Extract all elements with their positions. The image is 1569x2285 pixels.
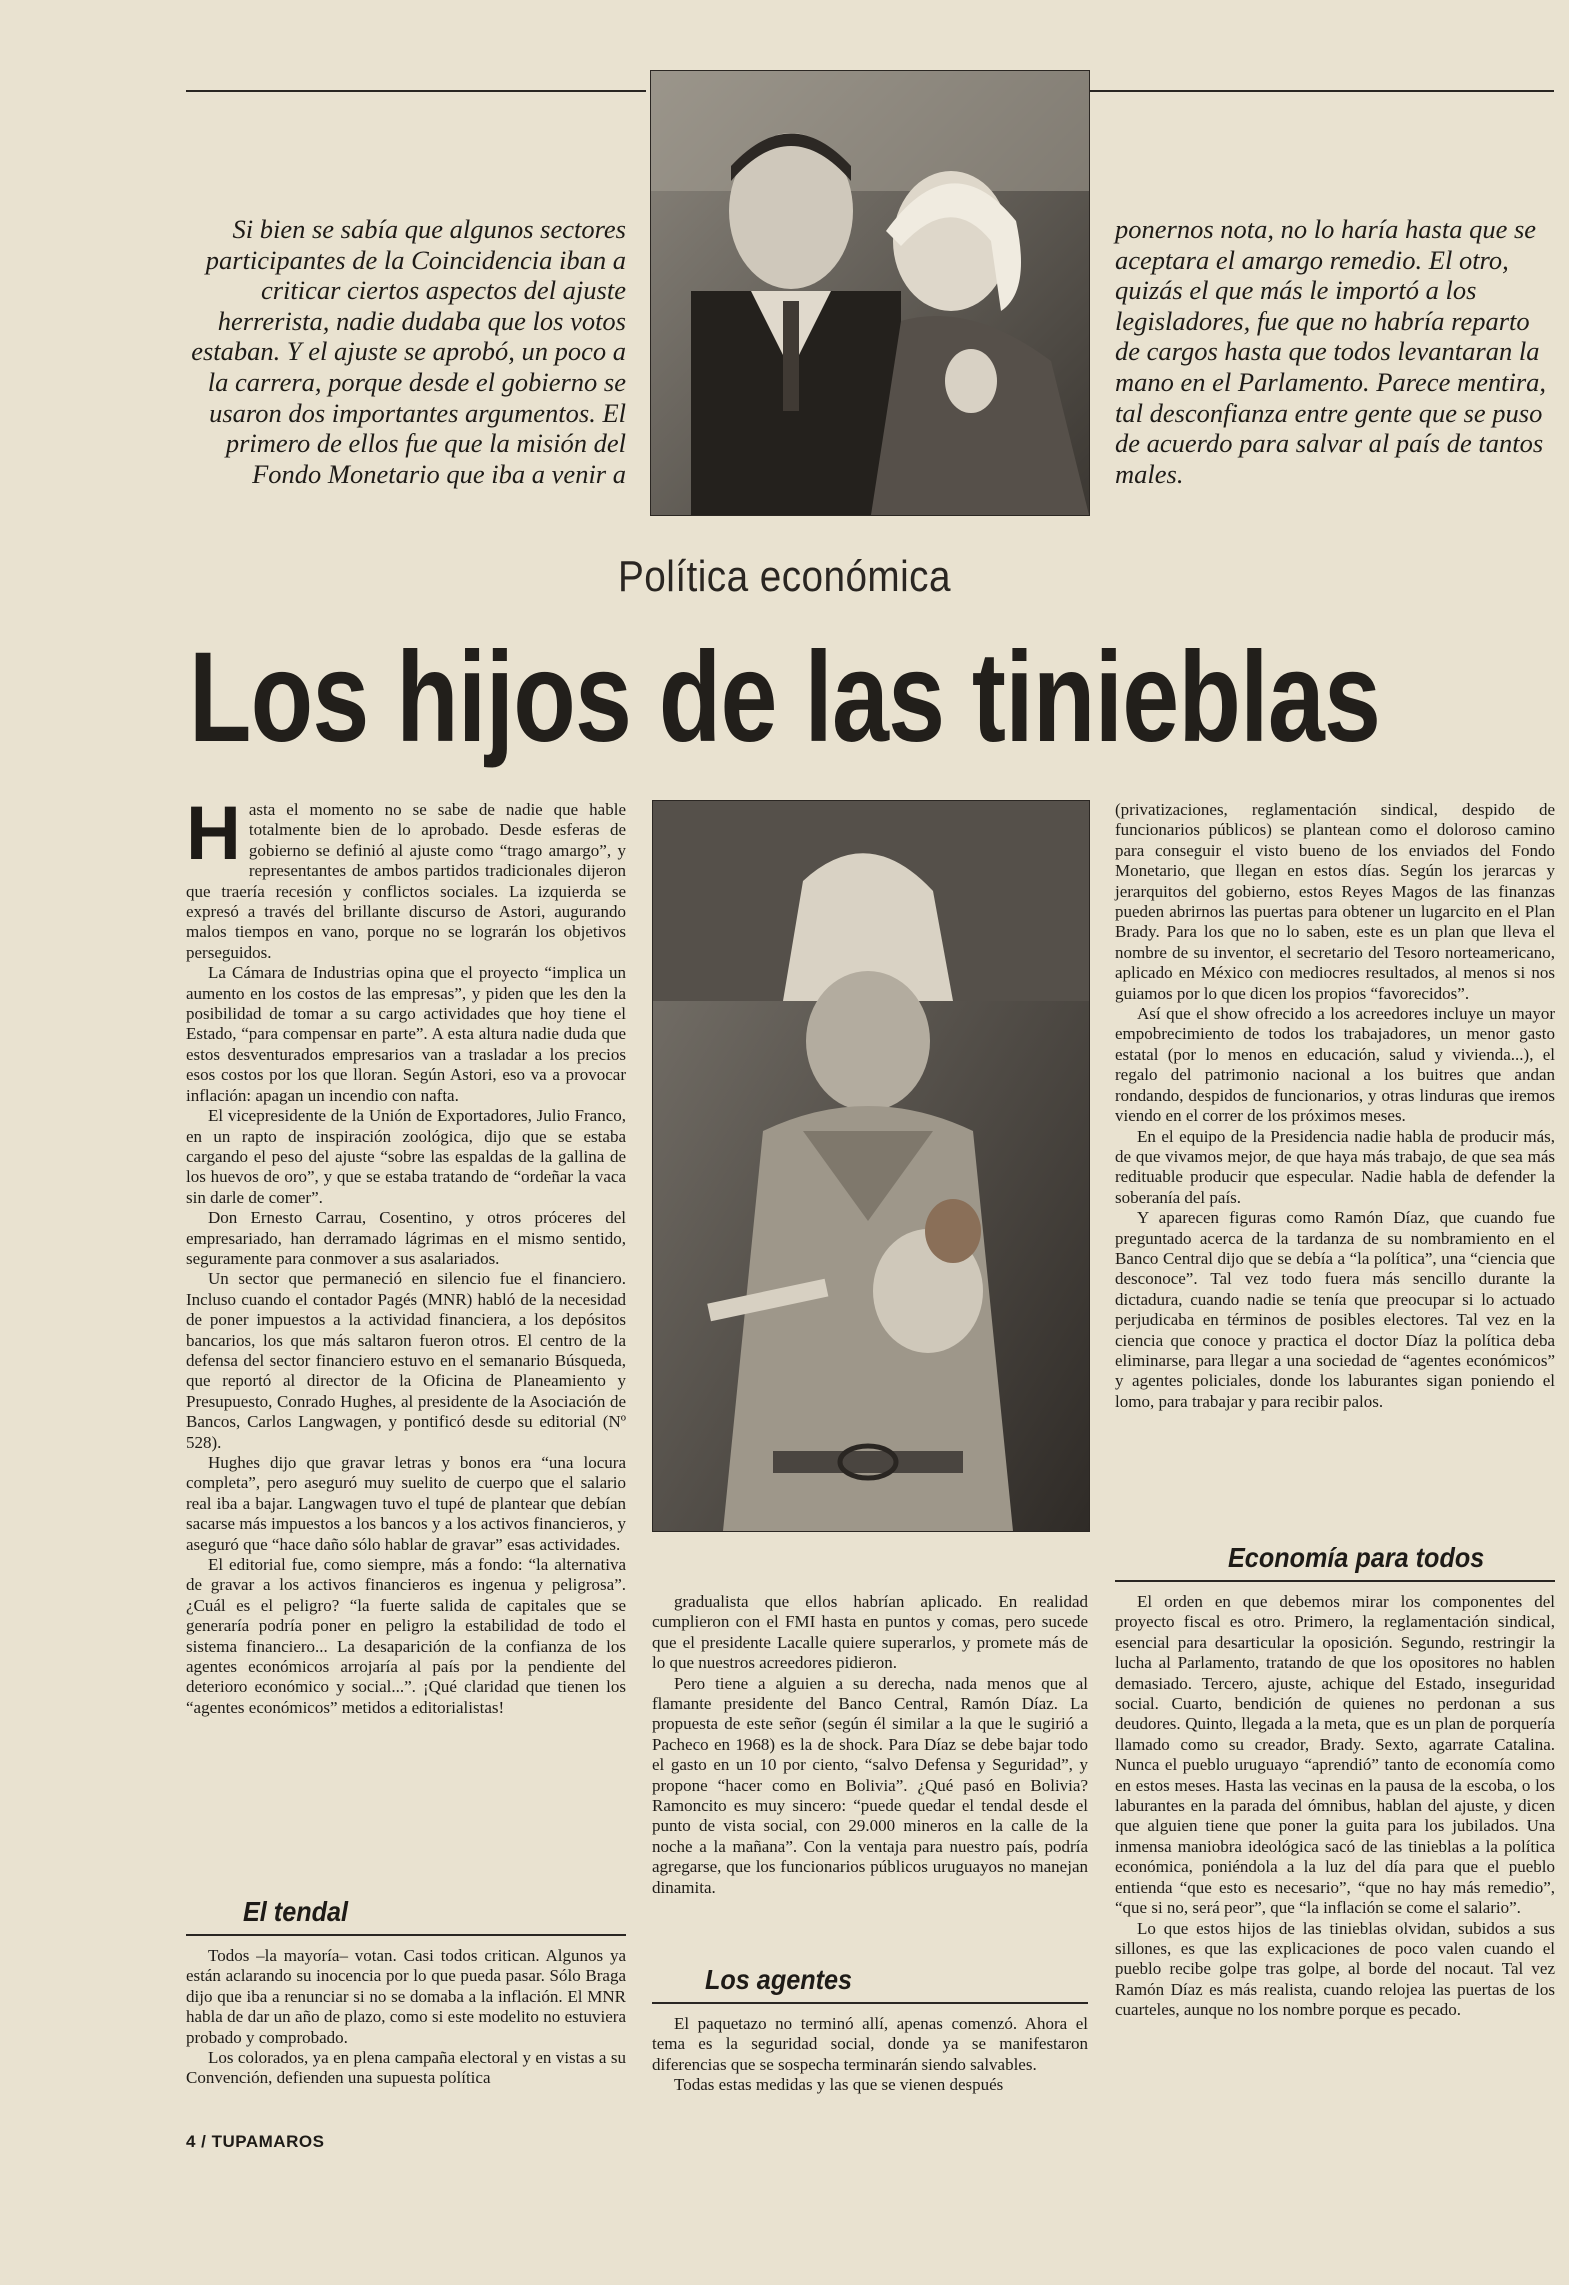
subhead-rule	[186, 1934, 626, 1936]
paragraph: El paquetazo no terminó allí, apenas comenzó. Ahora el tema es la seguridad social, donde ya se manifestaron diferencias que se sospecha terminarán siendo salvables.	[652, 2014, 1088, 2074]
article-column-1b	[186, 1946, 626, 2089]
paragraph: El editorial fue, como siempre, más a fondo: “la alternativa de gravar a los activos financieros es ingenua y peligrosa”. ¿Cuál es el peligro? “la fuerte salida de capitales que se generaría podría poner en peligro la estabilidad de todo el sistema financiero... La desaparición de la confianza de los agentes económicos arrojaría al país por la pendiente del deterioro económico y social...”. ¡Qué claridad que tienen los “agentes económicos” metidos a editorialistas!	[186, 1555, 626, 1717]
paragraph: Todas estas medidas y las que se vienen después	[674, 2075, 1004, 2095]
paragraph: gradualista que ellos habrían aplicado. En realidad cumplieron con el FMI hasta en puntos y comas, pero sucede que el presidente Lacalle quiere superarlos, y promete más de lo que nuestros acreedores pidieron.	[652, 1592, 1088, 1673]
top-deck-left	[186, 214, 626, 489]
politician-couple-photo	[650, 70, 1090, 516]
photo-placeholder-icon	[651, 71, 1089, 515]
paragraph: El vicepresidente de la Unión de Exportadores, Julio Franco, en un rapto de inspiración zoológica, dijo que se estaba cargando el peso del ajuste “sobre las espaldas de la gallina de los huevos de oro”, y que se estaba tratando de “ordeñar la vaca sin darle de comer”.	[186, 1106, 626, 1207]
paragraph: Los colorados, ya en plena campaña electoral y en vistas a su Convención, defienden una supuesta política	[186, 2048, 626, 2088]
article-column-3	[1115, 800, 1555, 1412]
subhead-rule	[1115, 1580, 1555, 1582]
article-column-2	[652, 1592, 1088, 1898]
article-column-3b	[1115, 1592, 1555, 2021]
paragraph: (privatizaciones, reglamentación sindical, despido de funcionarios públicos) se plantean como el doloroso camino para conseguir el visto bueno de los enviados del Fondo Monetario, que llegan en estos días. Según los jerarcas y jerarquitos del gobierno, estos Reyes Magos de las finanzas pueden abrirnos las puertas para obtener un lugarcito en el Plan Brady. Para los que no lo saben, este es un plan que lleva el nombre de su inventor, el secretario del Tesoro norteamericano, aplicado en México con mediocres resultados, al menos si nos guiamos por lo que dicen los propios “favorecidos”.	[1115, 800, 1555, 1003]
top-deck-left-text: Si bien se sabía que algunos sectores participantes de la Coincidencia iban a criticar ciertos aspectos del ajuste herrerista, nadie dudaba que los votos estaban. Y el ajuste se aprobó, un poco a la carrera, porque desde el gobierno se usaron dos importantes argumentos. El primero de ellos fue que la misión del Fondo Monetario que iba a venir a	[191, 214, 626, 489]
top-deck-right	[1115, 214, 1555, 489]
photo-placeholder-icon	[653, 801, 1089, 1531]
paragraph: Un sector que permaneció en silencio fue el financiero. Incluso cuando el contador Pagés (MNR) habló de la necesidad de poner impuestos a la actividad financiera, a los depósitos bancarios, los que más saltaron fueron otros. El centro de la defensa del sector financiero estuvo en el semanario Búsqueda, que reportó al director de la Oficina de Planeamiento y Presupuesto, Conrado Hughes, al presidente de la Asociación de Bancos, Carlos Langwagen, y pontificó desde su editorial (Nº 528).	[186, 1269, 626, 1452]
page-footer: 4 / TUPAMAROS	[186, 2132, 325, 2151]
paragraph: Lo que estos hijos de las tinieblas olvidan, subidos a sus sillones, es que las explicaciones de poco valen cuando el pueblo recibe golpe tras golpe, al borde del nocaut. Tal vez Ramón Díaz es más realista, cuando relojea las puertas de los cuarteles, aunque no los nombre porque es pecado.	[1115, 1918, 1555, 2020]
section-kicker: Política económica	[618, 552, 951, 601]
paragraph: Hughes dijo que gravar letras y bonos era “una locura completa”, pero aseguró muy suelito de cuerpo que el salario real iba a bajar. Langwagen tuvo el tupé de plantear que debían sacarse más impuestos a los bancos y a los activos financieros, y aseguró que “hace daño sólo hablar de gravar” esas actividades.	[186, 1453, 626, 1554]
paragraph: Don Ernesto Carrau, Cosentino, y otros próceres del empresariado, han derramado lágrimas en el mismo sentido, seguramente para conmover a sus asalariados.	[186, 1208, 626, 1268]
paragraph: asta el momento no se sabe de nadie que hable totalmente bien de lo aprobado. Desde esferas de gobierno se definió al ajuste como “trago amargo”, y representantes de ambos partidos tradicionales dijeron que traería recesión y conflictos sociales. La izquierda se expresó a través del brillante discurso de Astori, augurando malos tiempos en vano, porque no se lograrán los objetivos perseguidos.	[186, 800, 626, 962]
paragraph: Pero tiene a alguien a su derecha, nada menos que al flamante presidente del Banco Central, Ramón Díaz. La propuesta de este señor (según él similar a la que le sugirió a Pacheco en 1968) es la de shock. Para Díaz se debe bajar todo el gasto en un 10 por ciento, “salvo Defensa y Seguridad”, y propone “hacer como en Bolivia”. ¿Qué pasó en Bolivia? Ramoncito es muy sincero: “puede quedar el tendal desde el punto de vista social, con 29.000 mineros en la calle de la noche a la mañana”. Con la ventaja para nuestro país, podría agregarse, que los funcionarios públicos uruguayos no manejan dinamita.	[652, 1673, 1088, 1897]
paragraph: La Cámara de Industrias opina que el proyecto “implica un aumento en los costos de las empresas”, y piden que les den la posibilidad de tomar a su cargo actividades que hoy tiene el Estado, “para compensar en parte”. A esta altura nadie duda que estos desventurados empresarios van a trasladar a los precios esos costos por los que lloran. Según Astori, eso va a provocar inflación: apagan un incendio con nafta.	[186, 963, 626, 1105]
article-column-1	[186, 791, 626, 1718]
paragraph: El orden en que debemos mirar los componentes del proyecto fiscal es otro. Primero, la reglamentación sindical, esencial para desarticular la oposición. Segundo, restringir la lucha al Parlamento, tratando de que los opositores no hablen demasiado. Tercero, ajuste, achique del Estado, inseguridad social. Cuarto, bendición de quienes no perdonan a sus deudores. Quinto, llegada a la meta, que es un plan de porquería llamado como su creador, Brady. Sexto, agarrate Catalina. Nunca el pueblo uruguayo “aprendió” tanto de economía como en estos meses. Hasta las vecinas en la pausa de la escoba, o los laburantes en la parada del ómnibus, hablan del ajuste, y dicen que alguien tiene que poner la guita para los jubilados. Una inmensa maniobra ideológica sacó de las tinieblas a la política económica, poniéndola a la luz del día para que el pueblo entienda “que esto es necesario”, “que no hay más remedio”, “que si no, será peor”, que “la inflación se come el salario”.	[1115, 1592, 1555, 1918]
paragraph: Y aparecen figuras como Ramón Díaz, que cuando fue preguntado acerca de la tardanza de su nombramiento en el Banco Central dijo que se debía a “la política”, una “ciencia que desconoce”. Tal vez todo fuera más sencillo durante la dictadura, cuando nadie se tenía que preocupar si lo actuado perjudicaba en términos de posibles electores. Tal vez en la ciencia que conoce y practica el doctor Díaz la política deba eliminarse, para llegar a una sociedad de “agentes económicos” y agentes policiales, donde los laburantes sigan poniendo el lomo, para trabajar y para recibir palos.	[1115, 1208, 1555, 1411]
top-rule-left	[186, 90, 646, 92]
subhead-rule	[652, 2002, 1088, 2004]
paragraph: Todos –la mayoría– votan. Casi todos critican. Algunos ya están aclarando su inocencia por lo que pueda pasar. Sólo Braga dijo que iba a renunciar si no se domaba a la inflación. El MNR habla de dar un año de plazo, como si este modelito no estuviera probado y comprobado.	[186, 1946, 626, 2047]
paragraph: Así que el show ofrecido a los acreedores incluye un mayor empobrecimiento de todos los trabajadores, un menor gasto estatal (por lo menos en educación, salud y vivienda...), el regalo del patrimonio nacional a los buitres que andan rondando, despidos de funcionarios, y otras linduras que iremos viendo en el correr de los próximos meses.	[1115, 1004, 1555, 1126]
subhead-el-tendal: El tendal	[243, 1896, 349, 1927]
dropcap: H	[186, 791, 241, 876]
page-title: Los hijos de las tinieblas	[188, 626, 1381, 769]
subhead-economia-para-todos: Economía para todos	[1228, 1542, 1485, 1573]
subhead-los-agentes: Los agentes	[705, 1964, 853, 1995]
elderly-man-with-dog-photo	[652, 800, 1090, 1532]
article-column-2b	[652, 2014, 1088, 2096]
paragraph: En el equipo de la Presidencia nadie habla de producir más, de que vivamos mejor, de que haya más trabajo, de que sea más redituable producir que especular. Nadie habla de defender la soberanía del país.	[1115, 1126, 1555, 1207]
top-deck-right-text: ponernos nota, no lo haría hasta que se aceptara el amargo remedio. El otro, quizás el que más le importó a los legisladores, fue que no habría reparto de cargos hasta que todos levantaran la mano en el Parlamento. Parece mentira, tal desconfianza entre gente que se puso de acuerdo para salvar al país de tantos males.	[1115, 214, 1547, 489]
top-rule-right	[1090, 90, 1554, 92]
